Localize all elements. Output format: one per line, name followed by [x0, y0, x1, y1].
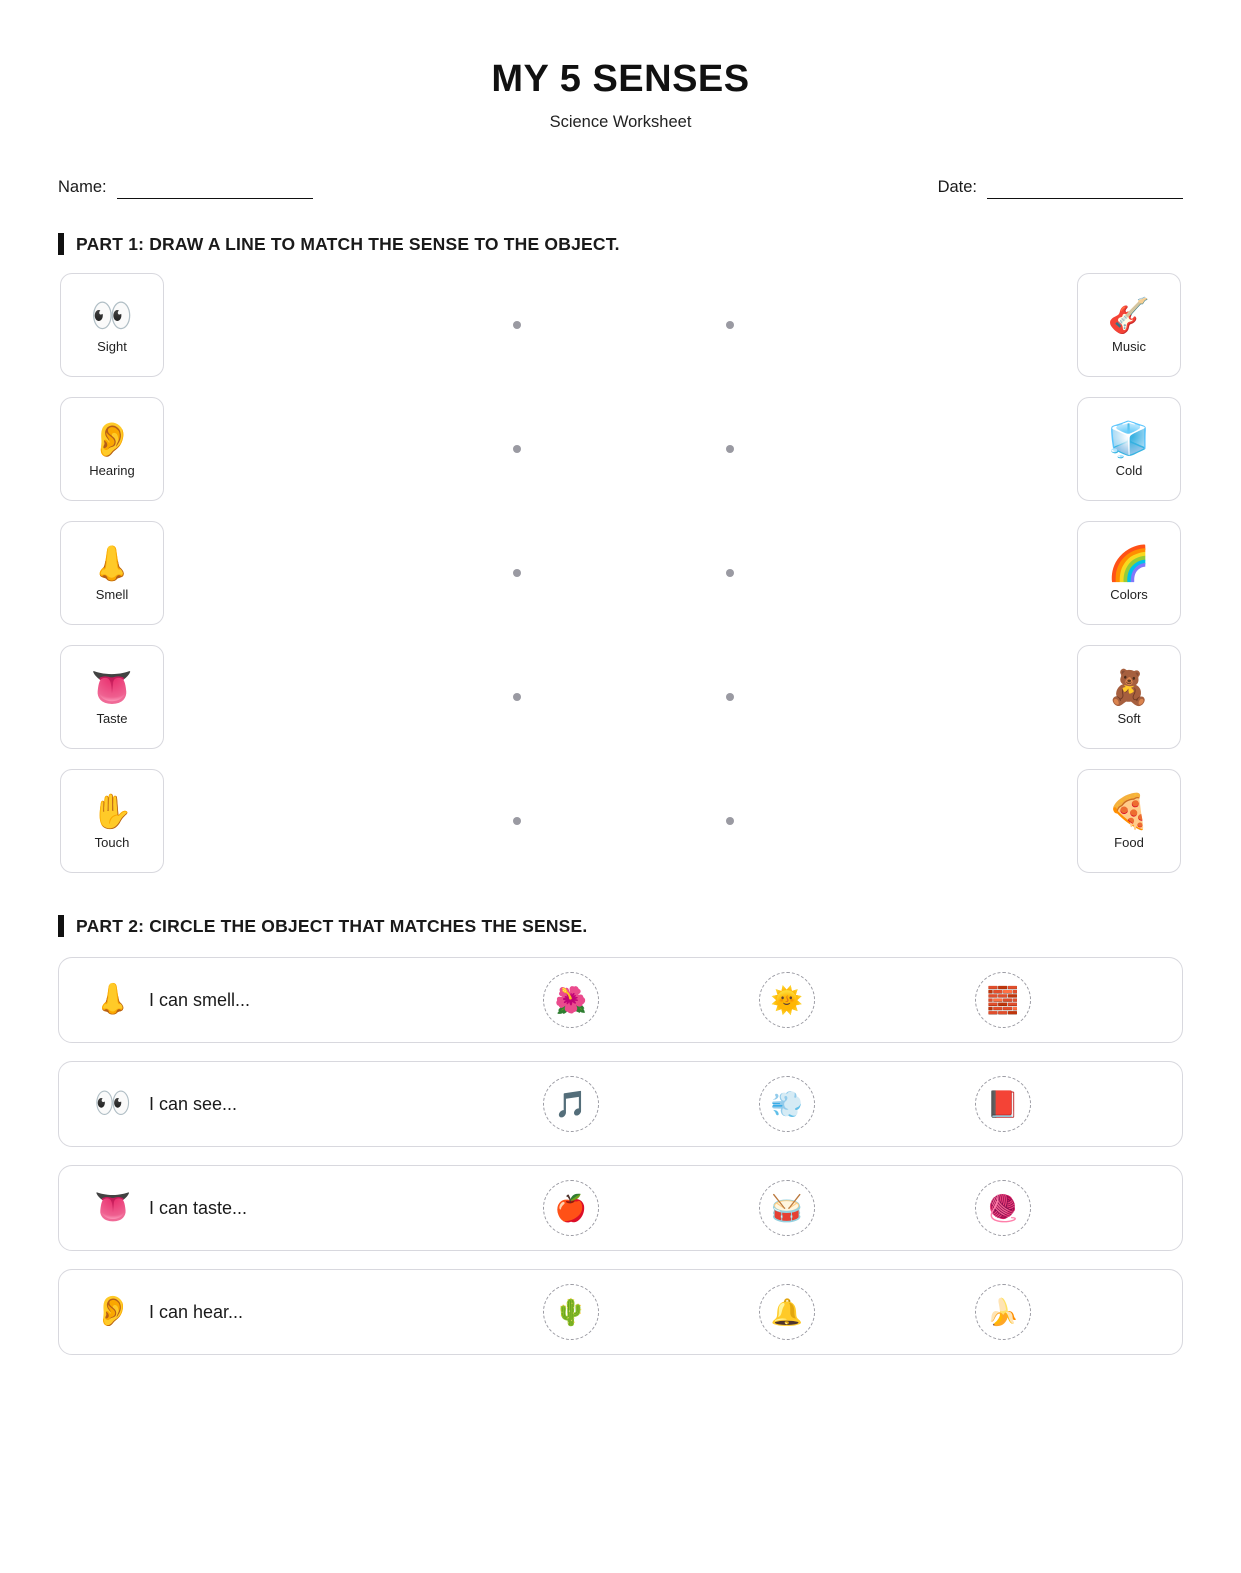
- sense-card-touch[interactable]: [60, 769, 164, 873]
- connector-dot[interactable]: [513, 321, 521, 329]
- wind-icon[interactable]: 💨: [759, 1076, 815, 1132]
- cactus-icon[interactable]: 🌵: [543, 1284, 599, 1340]
- section-marker: [58, 915, 64, 937]
- question-row-smell: [58, 957, 1183, 1043]
- option-group: [529, 1076, 1156, 1132]
- sense-card-taste[interactable]: [60, 645, 164, 749]
- ice-cube-icon: 🧊: [1107, 420, 1151, 459]
- object-card-label: Music: [1112, 338, 1146, 354]
- apple-icon[interactable]: 🍎: [543, 1180, 599, 1236]
- object-card-music[interactable]: [1077, 273, 1181, 377]
- nose-icon: 👃: [90, 544, 134, 583]
- option-group: [529, 1284, 1156, 1340]
- name-input-line[interactable]: [117, 197, 313, 199]
- object-card-label: Food: [1114, 834, 1144, 850]
- worksheet-page: [0, 58, 1241, 1573]
- question-prompt: I can see...: [149, 1093, 238, 1114]
- part1-heading-row: [58, 233, 1183, 255]
- ear-icon: 👂: [94, 1295, 132, 1328]
- option-group: [529, 972, 1156, 1028]
- book-icon[interactable]: 📕: [975, 1076, 1031, 1132]
- matching-area: [58, 273, 1183, 881]
- nose-icon: 👃: [94, 983, 132, 1016]
- sense-card-hearing[interactable]: [60, 397, 164, 501]
- date-label: Date:: [937, 178, 977, 196]
- question-prompt: I can smell...: [149, 989, 251, 1010]
- sense-card-label: Touch: [94, 834, 130, 850]
- question-row-see: [58, 1061, 1183, 1147]
- page-subtitle: Science Worksheet: [549, 113, 692, 131]
- sun-icon[interactable]: 🌞: [759, 972, 815, 1028]
- hand-icon: ✋: [90, 792, 134, 831]
- connector-dot[interactable]: [726, 569, 734, 577]
- connector-dot[interactable]: [726, 445, 734, 453]
- sense-card-label: Sight: [97, 338, 127, 354]
- connector-dot[interactable]: [513, 693, 521, 701]
- question-prompt: I can hear...: [149, 1301, 244, 1322]
- part2-heading-row: [58, 915, 1183, 937]
- option-group: [529, 1180, 1156, 1236]
- date-input-line[interactable]: [987, 197, 1183, 199]
- eyes-icon: 👀: [90, 296, 134, 335]
- connector-dot[interactable]: [513, 569, 521, 577]
- sense-column: [60, 273, 164, 893]
- sense-card-smell[interactable]: [60, 521, 164, 625]
- connector-dot[interactable]: [726, 693, 734, 701]
- object-card-label: Soft: [1117, 710, 1141, 726]
- connector-dot[interactable]: [513, 445, 521, 453]
- flower-icon[interactable]: 🌺: [543, 972, 599, 1028]
- teddy-bear-icon: 🧸: [1107, 668, 1151, 707]
- question-row-taste: [58, 1165, 1183, 1251]
- part2-heading: PART 2: CIRCLE THE OBJECT THAT MATCHES THE SENSE.: [76, 915, 588, 936]
- connector-dot[interactable]: [513, 817, 521, 825]
- date-field-group: [938, 178, 1183, 199]
- sense-card-label: Hearing: [89, 462, 135, 478]
- question-row-hear: [58, 1269, 1183, 1355]
- part1-heading: PART 1: DRAW A LINE TO MATCH THE SENSE TO THE OBJECT.: [76, 233, 620, 254]
- sense-card-sight[interactable]: [60, 273, 164, 377]
- object-card-colors[interactable]: [1077, 521, 1181, 625]
- name-date-row: [58, 178, 1183, 199]
- object-card-food[interactable]: [1077, 769, 1181, 873]
- object-column: [1077, 273, 1181, 893]
- guitar-icon: 🎸: [1107, 296, 1151, 335]
- object-card-label: Colors: [1110, 586, 1148, 602]
- brick-icon[interactable]: 🧱: [975, 972, 1031, 1028]
- rainbow-icon: 🌈: [1107, 544, 1151, 583]
- object-card-soft[interactable]: [1077, 645, 1181, 749]
- name-field-group: [58, 178, 313, 199]
- eyes-icon: 👀: [94, 1087, 132, 1120]
- connector-dot[interactable]: [726, 321, 734, 329]
- name-label: Name:: [58, 178, 107, 196]
- sense-card-label: Taste: [96, 710, 128, 726]
- yarn-icon[interactable]: 🧶: [975, 1180, 1031, 1236]
- bell-icon[interactable]: 🔔: [759, 1284, 815, 1340]
- banana-icon[interactable]: 🍌: [975, 1284, 1031, 1340]
- connector-dot[interactable]: [726, 817, 734, 825]
- tongue-icon: 👅: [90, 668, 134, 707]
- tongue-icon: 👅: [94, 1191, 132, 1224]
- question-list: [58, 957, 1183, 1355]
- sense-card-label: Smell: [95, 586, 129, 602]
- object-card-cold[interactable]: [1077, 397, 1181, 501]
- object-card-label: Cold: [1115, 462, 1143, 478]
- music-note-icon[interactable]: 🎵: [543, 1076, 599, 1132]
- question-prompt: I can taste...: [149, 1197, 248, 1218]
- ear-icon: 👂: [90, 420, 134, 459]
- drum-icon[interactable]: 🥁: [759, 1180, 815, 1236]
- section-marker: [58, 233, 64, 255]
- pizza-icon: 🍕: [1107, 792, 1151, 831]
- page-title: MY 5 SENSES: [491, 58, 750, 100]
